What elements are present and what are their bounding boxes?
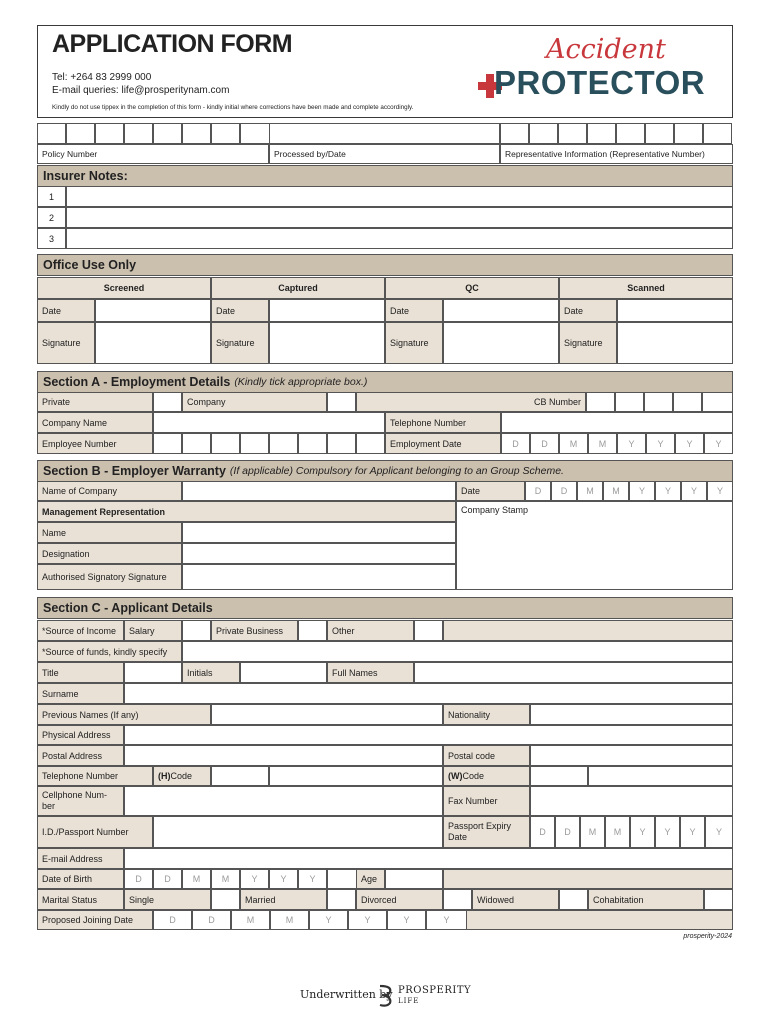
- section-b-date-box[interactable]: Y: [629, 481, 655, 501]
- policy-number-digit-box[interactable]: [182, 123, 211, 144]
- cb-number-digit-box[interactable]: [644, 392, 673, 412]
- cellphone-label: Cellphone Num-ber: [37, 786, 124, 816]
- passport-expiry-box[interactable]: Y: [680, 816, 705, 848]
- section-b-header: [37, 460, 733, 482]
- office-column-captured: Captured: [211, 277, 385, 299]
- previous-names-label: Previous Names (If any): [37, 704, 211, 725]
- office-signature-input[interactable]: [95, 322, 211, 364]
- office-date-label: Date: [559, 299, 617, 322]
- joining-spacer: [466, 910, 733, 930]
- section-b-date-box[interactable]: M: [577, 481, 603, 501]
- representative-digit-box[interactable]: [645, 123, 674, 144]
- cohabitation-checkbox[interactable]: [704, 889, 733, 910]
- w-code-text: Code: [462, 771, 485, 781]
- widowed-checkbox[interactable]: [559, 889, 588, 910]
- postal-address-input[interactable]: [124, 745, 443, 766]
- joining-date-label: Proposed Joining Date: [37, 910, 153, 930]
- email-label: E-mail Address: [37, 848, 124, 869]
- other-label: Other: [327, 620, 414, 641]
- employee-number-digit-box[interactable]: [240, 433, 269, 454]
- employee-number-digit-box[interactable]: [356, 433, 385, 454]
- cb-number-digit-box[interactable]: [673, 392, 702, 412]
- passport-expiry-box[interactable]: Y: [705, 816, 733, 848]
- name-of-company-input[interactable]: [182, 481, 456, 501]
- h-code-label: [153, 766, 211, 786]
- management-representation-label: Management Representation: [37, 501, 456, 522]
- insurer-note-number: 1: [37, 186, 66, 207]
- employee-number-digit-box[interactable]: [182, 433, 211, 454]
- married-label: Married: [240, 889, 327, 910]
- company-label: Company: [182, 392, 327, 412]
- section-c-header: Section C - Applicant Details: [37, 597, 733, 619]
- insurer-note-number: 3: [37, 228, 66, 249]
- age-spacer: [443, 869, 733, 889]
- source-of-funds-label: *Source of funds, kindly specify: [37, 641, 182, 662]
- name-of-company-label: Name of Company: [37, 481, 182, 501]
- dob-box[interactable]: Y: [298, 869, 327, 889]
- insurer-notes-header: Insurer Notes:: [37, 165, 733, 187]
- joining-date-box[interactable]: M: [270, 910, 309, 930]
- section-b-date-label: Date: [456, 481, 525, 501]
- form-code: prosperity-2024: [683, 933, 732, 940]
- section-b-title: Section B - Employer Warranty: [43, 464, 226, 478]
- policy-number-digit-box[interactable]: [66, 123, 95, 144]
- employment-date-box[interactable]: Y: [675, 433, 704, 454]
- w-number-input[interactable]: [588, 766, 733, 786]
- company-checkbox[interactable]: [327, 392, 356, 412]
- office-date-label: Date: [385, 299, 443, 322]
- representative-digit-box[interactable]: [558, 123, 587, 144]
- office-signature-label: Signature: [37, 322, 95, 364]
- salary-label: Salary: [124, 620, 182, 641]
- employee-number-digit-box[interactable]: [298, 433, 327, 454]
- representative-digit-box[interactable]: [500, 123, 529, 144]
- cb-number-digit-box[interactable]: [586, 392, 615, 412]
- fax-input[interactable]: [530, 786, 733, 816]
- dob-box[interactable]: M: [182, 869, 211, 889]
- employee-number-digit-box[interactable]: [327, 433, 356, 454]
- private-business-label: Private Business: [211, 620, 298, 641]
- nationality-label: Nationality: [443, 704, 530, 725]
- postal-address-label: Postal Address: [37, 745, 124, 766]
- divorced-checkbox[interactable]: [443, 889, 472, 910]
- employment-date-box[interactable]: M: [588, 433, 617, 454]
- cohabitation-label: Cohabitation: [588, 889, 704, 910]
- surname-label: Surname: [37, 683, 124, 704]
- section-a-title: Section A - Employment Details: [43, 375, 231, 389]
- office-date-input[interactable]: [269, 299, 385, 322]
- signatory-signature-input[interactable]: [182, 564, 456, 590]
- company-name-input[interactable]: [153, 412, 385, 433]
- b-name-input[interactable]: [182, 522, 456, 543]
- employment-date-box[interactable]: Y: [646, 433, 675, 454]
- private-checkbox[interactable]: [153, 392, 182, 412]
- fax-label: Fax Number: [443, 786, 530, 816]
- representative-digit-box[interactable]: [529, 123, 558, 144]
- source-of-funds-input[interactable]: [182, 641, 733, 662]
- physical-address-input[interactable]: [124, 725, 733, 745]
- cb-number-label: CB Number: [356, 392, 586, 412]
- section-a-header: [37, 371, 733, 393]
- employment-date-box[interactable]: D: [530, 433, 559, 454]
- income-spacer: [443, 620, 733, 641]
- source-of-income-label: *Source of Income: [37, 620, 124, 641]
- employee-number-digit-box[interactable]: [211, 433, 240, 454]
- office-signature-input[interactable]: [617, 322, 733, 364]
- b-name-label: Name: [37, 522, 182, 543]
- dob-box[interactable]: D: [153, 869, 182, 889]
- section-b-date-box[interactable]: Y: [681, 481, 707, 501]
- policy-number-digit-box[interactable]: [95, 123, 124, 144]
- age-label: Age: [356, 869, 385, 889]
- email-input[interactable]: [124, 848, 733, 869]
- section-a-subtitle: (Kindly tick appropriate box.): [234, 376, 368, 388]
- passport-expiry-box[interactable]: M: [605, 816, 630, 848]
- postal-code-label: Postal code: [443, 745, 530, 766]
- id-passport-label: I.D./Passport Number: [37, 816, 153, 848]
- passport-expiry-box[interactable]: M: [580, 816, 605, 848]
- passport-expiry-box[interactable]: D: [555, 816, 580, 848]
- policy-number-label: Policy Number: [37, 144, 269, 164]
- h-code-text: Code: [170, 771, 193, 781]
- section-b-subtitle: (If applicable) Compulsory for Applicant belonging to an Group Scheme.: [229, 465, 564, 477]
- joining-date-box[interactable]: Y: [348, 910, 387, 930]
- married-checkbox[interactable]: [327, 889, 356, 910]
- header-note: Kindly do not use tippex in the completion of this form - kindly initial where corrections have been made and complete accordingly.: [52, 104, 414, 111]
- company-name-label: Company Name: [37, 412, 153, 433]
- full-names-input[interactable]: [414, 662, 733, 683]
- office-signature-label: Signature: [211, 322, 269, 364]
- policy-number-digit-box[interactable]: [153, 123, 182, 144]
- cb-number-digit-box[interactable]: [615, 392, 644, 412]
- divorced-label: Divorced: [356, 889, 443, 910]
- representative-digit-box[interactable]: [674, 123, 703, 144]
- office-date-label: Date: [37, 299, 95, 322]
- office-date-input[interactable]: [95, 299, 211, 322]
- office-column-screened: Screened: [37, 277, 211, 299]
- insurer-note-number: 2: [37, 207, 66, 228]
- office-signature-input[interactable]: [443, 322, 559, 364]
- employment-date-box[interactable]: Y: [617, 433, 646, 454]
- section-b-date-box[interactable]: D: [525, 481, 551, 501]
- employee-number-label: Employee Number: [37, 433, 153, 454]
- joining-date-box[interactable]: Y: [426, 910, 467, 930]
- policy-number-digit-box[interactable]: [37, 123, 66, 144]
- dob-box[interactable]: Y: [240, 869, 269, 889]
- office-use-header: Office Use Only: [37, 254, 733, 276]
- salary-checkbox[interactable]: [182, 620, 211, 641]
- widowed-label: Widowed: [472, 889, 559, 910]
- office-column-qc: QC: [385, 277, 559, 299]
- h-code-input[interactable]: [211, 766, 269, 786]
- h-number-input[interactable]: [269, 766, 443, 786]
- header-tel: Tel: +264 83 2999 000: [52, 72, 152, 83]
- section-b-date-box[interactable]: D: [551, 481, 577, 501]
- postal-code-input[interactable]: [530, 745, 733, 766]
- insurer-note-input[interactable]: [66, 186, 733, 207]
- employment-date-label: Employment Date: [385, 433, 501, 454]
- single-label: Single: [124, 889, 211, 910]
- w-code-input[interactable]: [530, 766, 588, 786]
- dob-label: Date of Birth: [37, 869, 124, 889]
- company-stamp-area[interactable]: Company Stamp: [456, 501, 733, 590]
- employment-date-box[interactable]: M: [559, 433, 588, 454]
- representative-digit-box[interactable]: [703, 123, 732, 144]
- age-input[interactable]: [385, 869, 443, 889]
- physical-address-label: Physical Address: [37, 725, 124, 745]
- telephone-number-label: Telephone Number: [385, 412, 501, 433]
- private-label: Private: [37, 392, 153, 412]
- policy-number-digit-box[interactable]: [211, 123, 240, 144]
- initials-label: Initials: [182, 662, 240, 683]
- passport-expiry-box[interactable]: Y: [655, 816, 680, 848]
- office-signature-label: Signature: [559, 322, 617, 364]
- employment-date-box[interactable]: D: [501, 433, 530, 454]
- representative-label: Representative Information (Representative Number): [500, 144, 733, 164]
- section-b-date-box[interactable]: M: [603, 481, 629, 501]
- prosperity-brand-sub: LIFE: [398, 997, 420, 1005]
- policy-number-digit-box[interactable]: [240, 123, 270, 144]
- cb-number-digit-box[interactable]: [702, 392, 733, 412]
- joining-date-box[interactable]: D: [192, 910, 231, 930]
- employment-date-box[interactable]: Y: [704, 433, 733, 454]
- full-names-label: Full Names: [327, 662, 414, 683]
- passport-expiry-box[interactable]: D: [530, 816, 555, 848]
- surname-input[interactable]: [124, 683, 733, 704]
- previous-names-input[interactable]: [211, 704, 443, 725]
- designation-input[interactable]: [182, 543, 456, 564]
- passport-expiry-label: Passport Expiry Date: [443, 816, 530, 848]
- section-b-date-box[interactable]: Y: [655, 481, 681, 501]
- office-date-input[interactable]: [443, 299, 559, 322]
- title-input[interactable]: [124, 662, 182, 683]
- cellphone-input[interactable]: [124, 786, 443, 816]
- representative-digit-box[interactable]: [616, 123, 645, 144]
- joining-date-box[interactable]: M: [231, 910, 270, 930]
- single-checkbox[interactable]: [211, 889, 240, 910]
- prosperity-logo-icon: [378, 983, 396, 1007]
- joining-date-box[interactable]: Y: [309, 910, 348, 930]
- insurer-note-input[interactable]: [66, 228, 733, 249]
- policy-number-digit-box[interactable]: [124, 123, 153, 144]
- initials-input[interactable]: [240, 662, 327, 683]
- title-label: Title: [37, 662, 124, 683]
- section-b-date-box[interactable]: Y: [707, 481, 733, 501]
- marital-status-label: Marital Status: [37, 889, 124, 910]
- dob-box[interactable]: Y: [269, 869, 298, 889]
- w-code-tag: (W): [448, 771, 463, 781]
- w-code-label: [443, 766, 530, 786]
- logo-main: PROTECTOR: [494, 64, 706, 101]
- office-date-input[interactable]: [617, 299, 733, 322]
- dob-box[interactable]: D: [124, 869, 153, 889]
- joining-date-box[interactable]: Y: [387, 910, 426, 930]
- h-code-tag: (H): [158, 771, 171, 781]
- logo-script: Accident: [546, 34, 666, 65]
- office-column-scanned: Scanned: [559, 277, 733, 299]
- c-telephone-label: Telephone Number: [37, 766, 153, 786]
- employee-number-digit-box[interactable]: [269, 433, 298, 454]
- designation-label: Designation: [37, 543, 182, 564]
- other-checkbox[interactable]: [414, 620, 443, 641]
- processed-by-label: Processed by/Date: [269, 144, 500, 164]
- page-title: APPLICATION FORM: [52, 30, 293, 58]
- office-signature-input[interactable]: [269, 322, 385, 364]
- id-passport-input[interactable]: [153, 816, 443, 848]
- signatory-signature-label: Authorised Signatory Signature: [37, 564, 182, 590]
- office-signature-label: Signature: [385, 322, 443, 364]
- private-business-checkbox[interactable]: [298, 620, 327, 641]
- prosperity-brand: PROSPERITY: [398, 985, 472, 996]
- joining-date-box[interactable]: D: [153, 910, 192, 930]
- representative-digit-box[interactable]: [587, 123, 616, 144]
- telephone-number-input[interactable]: [501, 412, 733, 433]
- nationality-input[interactable]: [530, 704, 733, 725]
- office-date-label: Date: [211, 299, 269, 322]
- underwritten-text: Underwritten by: [300, 988, 393, 1001]
- dob-box[interactable]: M: [211, 869, 240, 889]
- employee-number-digit-box[interactable]: [153, 433, 182, 454]
- insurer-note-input[interactable]: [66, 207, 733, 228]
- header-email: E-mail queries: life@prosperitynam.com: [52, 85, 230, 96]
- passport-expiry-box[interactable]: Y: [630, 816, 655, 848]
- processed-by-field[interactable]: [269, 123, 500, 144]
